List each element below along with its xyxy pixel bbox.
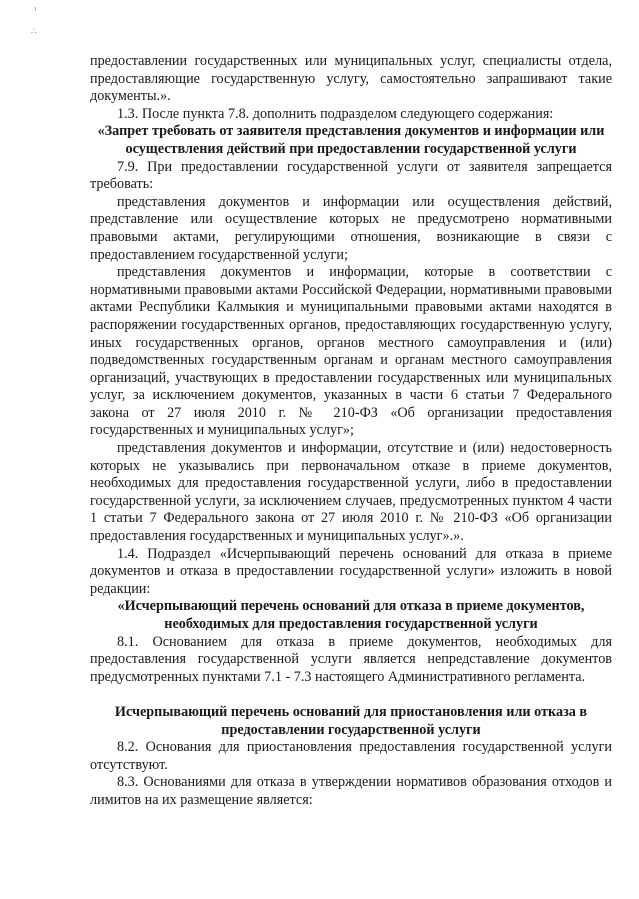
paragraph: предоставлении государственных или муниципальных услуг, специалисты отдела, предоставляющие государственную услугу, самостоятельно запрашивают такие документы.». <box>90 53 612 105</box>
paragraph: представления документов и информации, которые в соответствии с нормативными правовыми актами Российской Федерации, нормативными правовыми актами Республики Калмыкия и муниципальными правовыми актами находятся в распоряжении государственных органов, предоставляющих государственную услугу, иных государственных органов, органов местного самоуправления и (или) подведомственных государственным органам и органам местного самоуправления организаций, участвующих в предоставлении государственных или муниципальных услуг, за исключением документов, указанных в части 6 статьи 7 Федерального закона от 27 июля 2010 г. № 210-ФЗ «Об организации предоставления государственных и муниципальных услуг»; <box>90 264 612 439</box>
paragraph: 7.9. При предоставлении государственной услуги от заявителя запрещается требовать: <box>90 158 612 193</box>
paragraph: представления документов и информации, отсутствие и (или) недостоверность которых не указывались при первоначальном отказе в приеме документов, необходимых для предоставления государственной услуги, либо в предоставлении государственной услуги, за исключением случаев, предусмотренных пунктом 4 части 1 статьи 7 Федерального закона от 27 июля 2010 г. № 210-ФЗ «Об организации предоставления государственных и муниципальных услуг».». <box>90 440 612 545</box>
paragraph: 1.4. Подраздел «Исчерпывающий перечень оснований для отказа в приеме документов и отказа в предоставлении государственной услуги» изложить в новой редакции: <box>90 545 612 597</box>
section-heading: «Исчерпывающий перечень оснований для отказа в приеме документов, необходимых для предоставления государственной услуги <box>117 598 585 632</box>
paragraph: 8.1. Основанием для отказа в приеме документов, необходимых для предоставления государственной услуги является непредставление документов предусмотренных пунктами 7.1 - 7.3 настоящего Административного регламента. <box>90 633 612 685</box>
scan-artifact: ¹ <box>34 5 37 15</box>
document-text <box>90 53 612 810</box>
paragraph: 8.3. Основаниями для отказа в утверждении нормативов образования отходов и лимитов на их размещение является: <box>90 774 612 808</box>
paragraph: 8.2. Основания для приостановления предоставления государственной услуги отсутствуют. <box>90 739 612 773</box>
paragraph: представления документов и информации или осуществления действий, представление или осуществление которых не предусмотрено нормативными правовыми актами, регулирующими отношения, возникающие в связи с предоставлением государственной услуги; <box>90 193 612 263</box>
paragraph: 1.3. После пункта 7.8. дополнить подразделом следующего содержания: <box>117 105 554 122</box>
section-heading: «Запрет требовать от заявителя представления документов и информации или осуществления действий при предоставлении государственной услуги <box>97 123 605 157</box>
scan-artifact: ∴ <box>31 26 37 36</box>
section-heading: Исчерпывающий перечень оснований для приостановления или отказа в предоставлении государственной услуги <box>114 703 588 738</box>
